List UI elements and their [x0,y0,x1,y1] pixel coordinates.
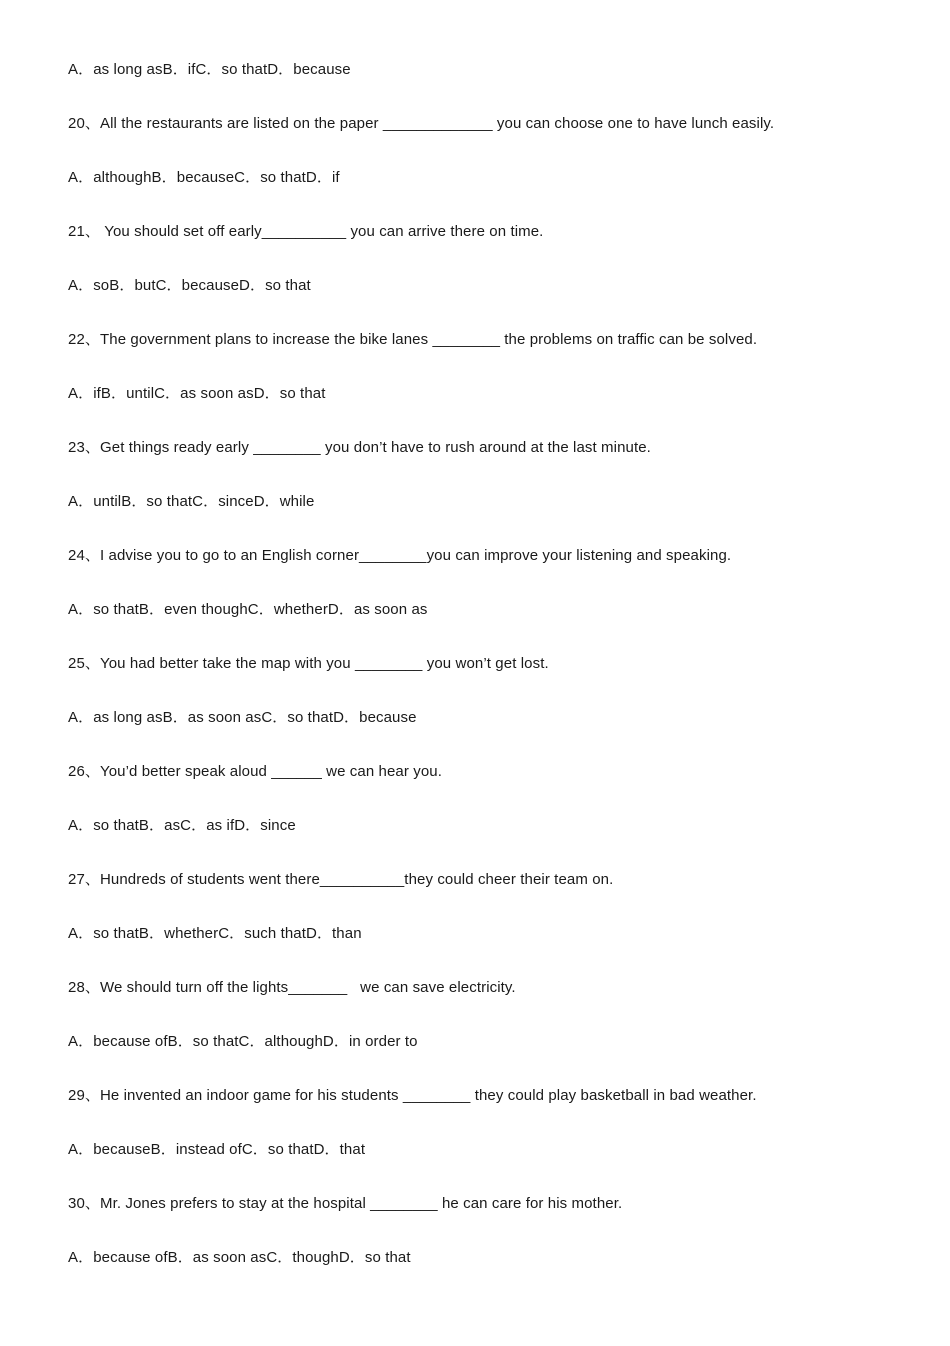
question-23: 23、Get things ready early ________ you don’t have to rush around at the last minute. [68,439,651,456]
question-28: 28、We should turn off the lights_______ we can save electricity. [68,979,516,996]
options-22: A．ifB．untilC．as soon asD．so that [68,385,326,402]
options-27: A．so thatB．whetherC．such thatD．than [68,925,362,942]
question-21: 21、 You should set off early__________ you can arrive there on time. [68,223,544,240]
question-20: 20、All the restaurants are listed on the paper _____________ you can choose one to have lunch easily. [68,115,775,132]
options-29: A．becauseB．instead ofC．so thatD．that [68,1141,366,1158]
options-19: A．as long asB．ifC．so thatD．because [68,61,351,78]
question-29: 29、He invented an indoor game for his students ________ they could play basketball in bad weather. [68,1087,757,1104]
options-30: A．because ofB．as soon asC．thoughD．so that [68,1249,411,1266]
question-25: 25、You had better take the map with you ________ you won’t get lost. [68,655,549,672]
options-25: A．as long asB．as soon asC．so thatD．because [68,709,417,726]
question-30: 30、Mr. Jones prefers to stay at the hospital ________ he can care for his mother. [68,1195,623,1212]
options-21: A．soB．butC．becauseD．so that [68,277,311,294]
question-24: 24、I advise you to go to an English corner________you can improve your listening and speaking. [68,547,732,564]
question-22: 22、The government plans to increase the bike lanes ________ the problems on traffic can be solved. [68,331,758,348]
question-26: 26、You’d better speak aloud ______ we can hear you. [68,763,442,780]
options-24: A．so thatB．even thoughC．whetherD．as soon as [68,601,428,618]
question-list [68,58,908,1300]
options-28: A．because ofB．so thatC．althoughD．in order to [68,1033,418,1050]
question-27: 27、Hundreds of students went there__________they could cheer their team on. [68,871,614,888]
options-23: A．untilB．so thatC．sinceD．while [68,493,315,510]
options-20: A．althoughB．becauseC．so thatD．if [68,169,340,186]
options-26: A．so thatB．asC．as ifD．since [68,817,296,834]
